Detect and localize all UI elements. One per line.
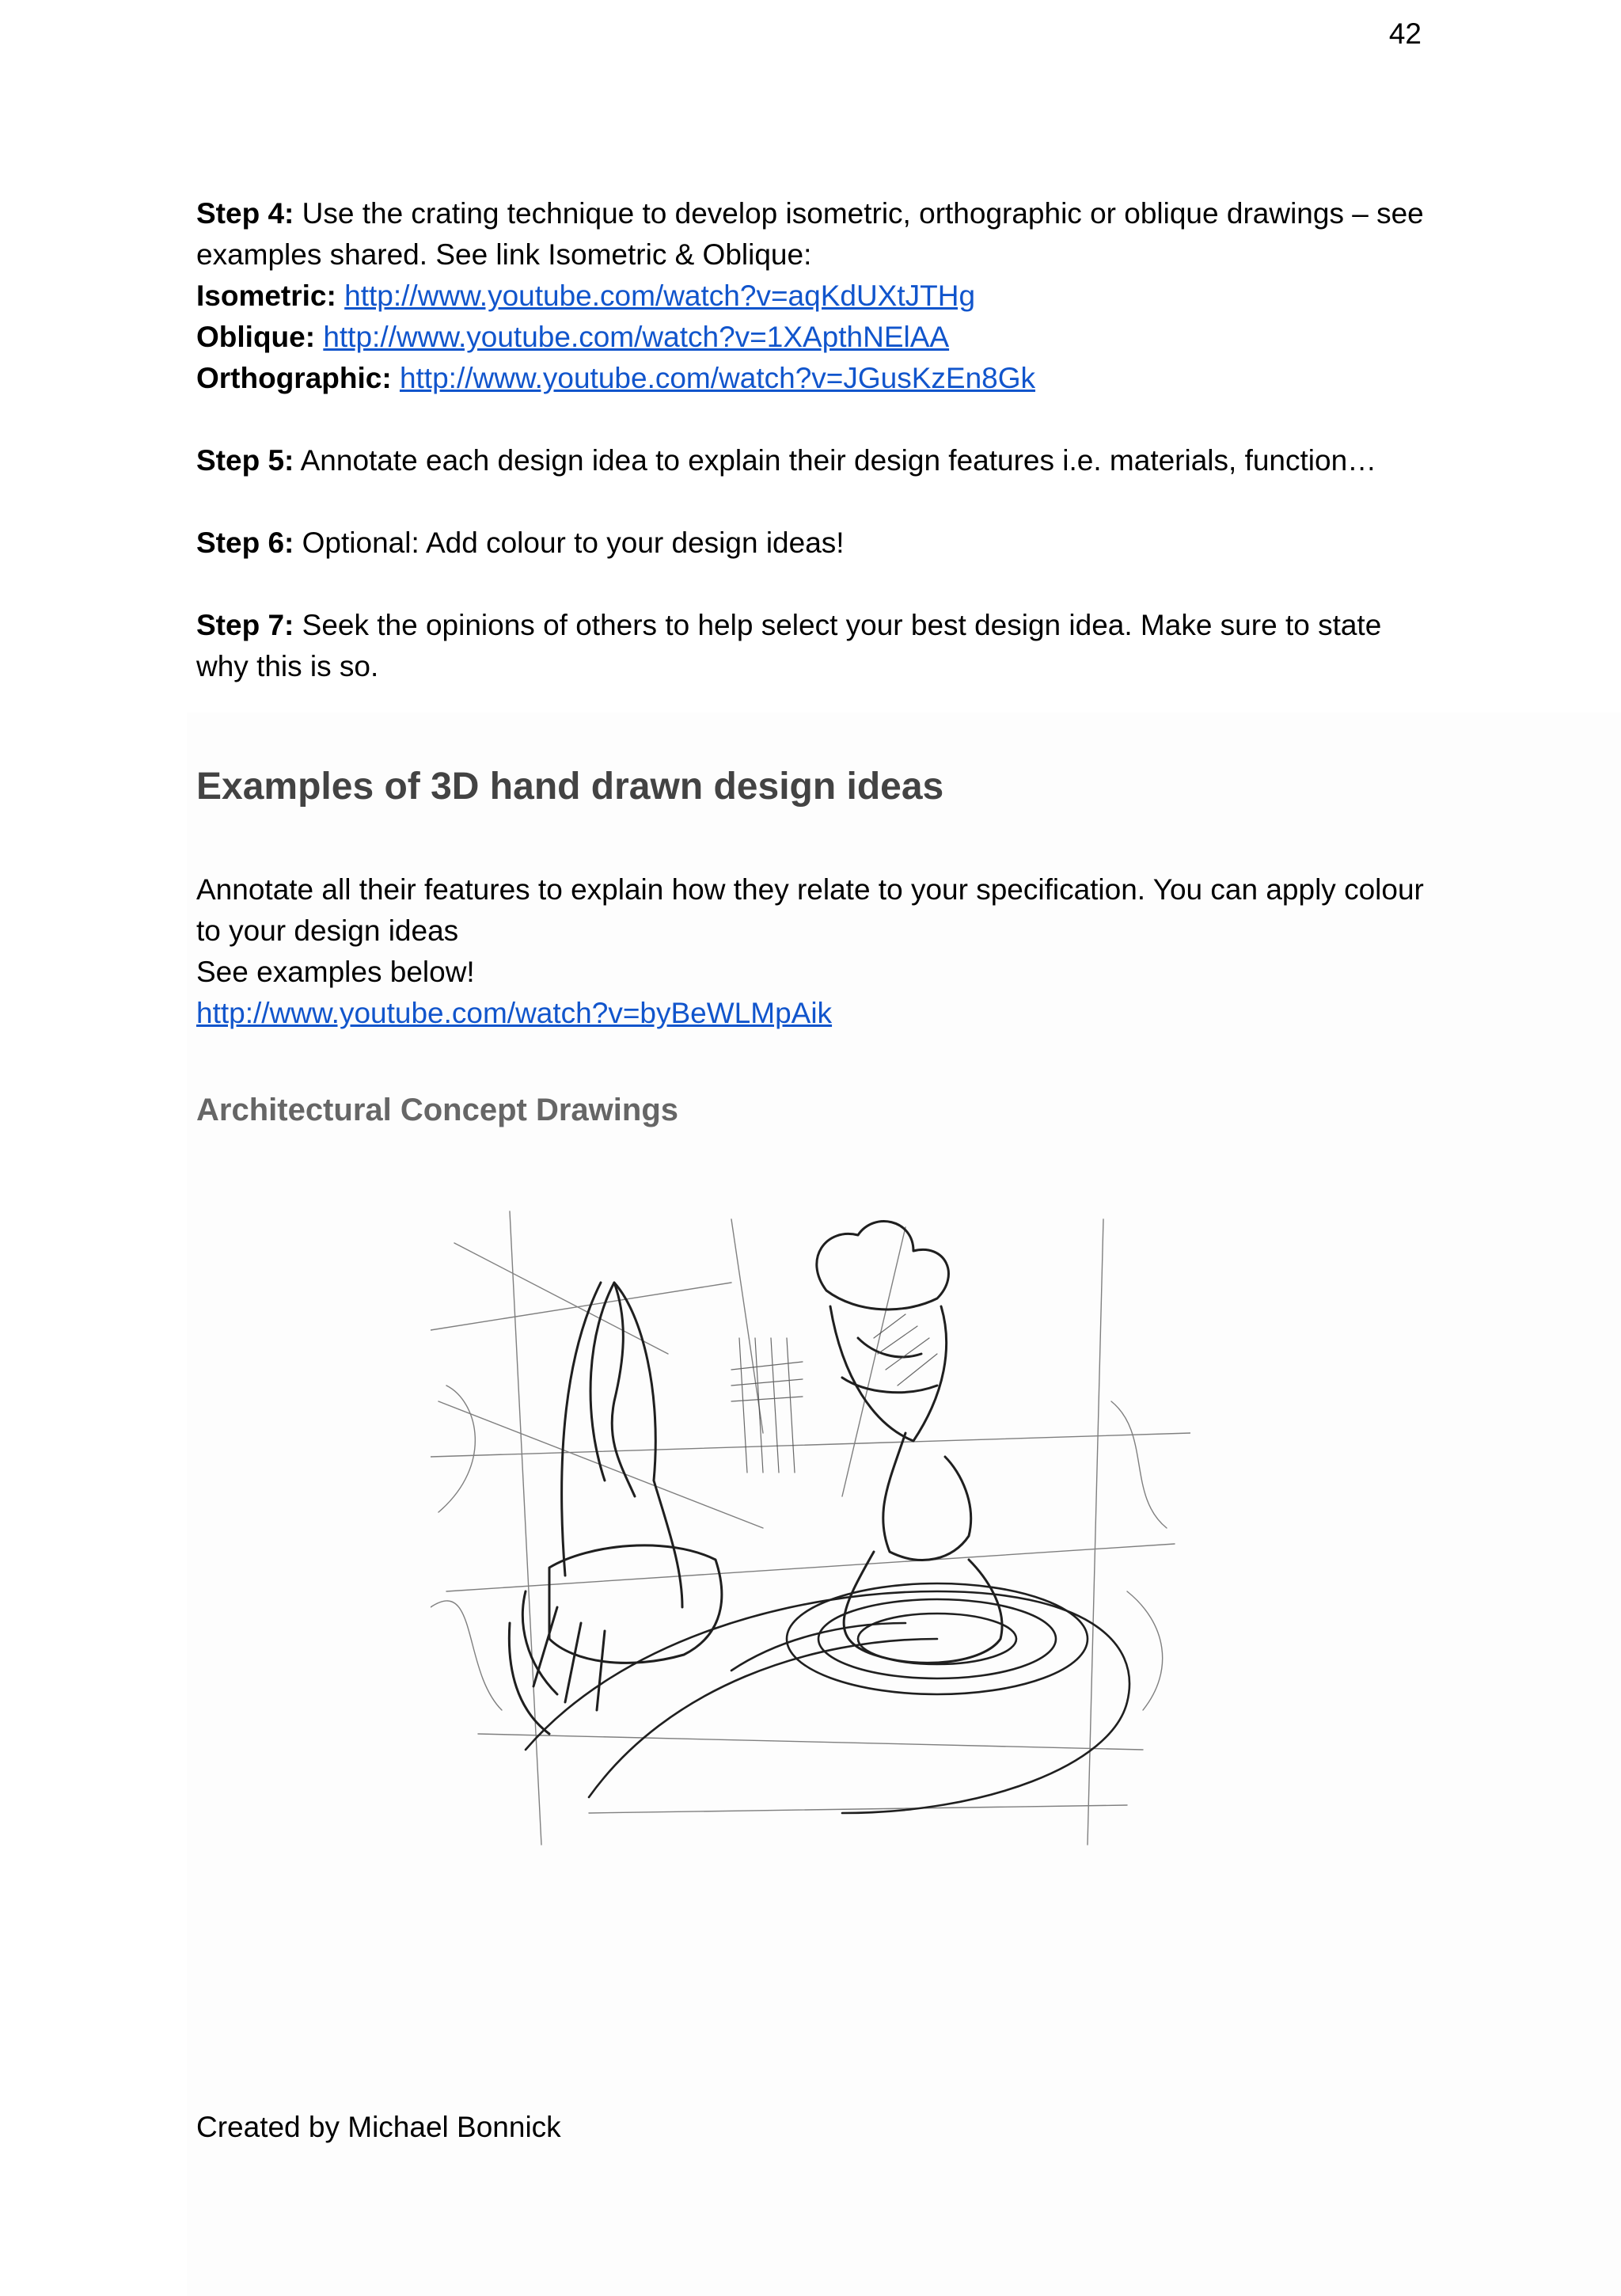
step-6-text: Optional: Add colour to your design ideas! [302,526,845,559]
step-6-paragraph [196,523,1431,564]
step-7-label: Step 7: [196,609,294,641]
oblique-label: Oblique: [196,321,316,353]
document-body [196,193,1431,1131]
step-5-text: Annotate each design idea to explain their design features i.e. materials, function… [300,444,1377,477]
oblique-link[interactable]: http://www.youtube.com/watch?v=1XApthNElAA [323,321,950,353]
sketch-left-tower [509,1283,722,1734]
architectural-concept-sketch [431,1196,1190,1853]
examples-heading: Examples of 3D hand drawn design ideas [196,766,944,808]
isometric-label: Isometric: [196,279,336,312]
step-7-text: Seek the opinions of others to help select your best design idea. Make sure to state why this is so. [196,609,1382,682]
orthographic-link[interactable]: http://www.youtube.com/watch?v=JGusKzEn8Gk [399,362,1036,394]
examples-intro: Annotate all their features to explain how they relate to your specification. You can apply colour to your design ideas [196,873,1424,947]
step-4-label: Step 4: [196,197,294,230]
step-4-paragraph [196,193,1431,276]
page-number: 42 [1388,17,1422,50]
isometric-link-line [196,276,1431,317]
oblique-link-line [196,317,1431,358]
step-6-label: Step 6: [196,526,294,559]
orthographic-label: Orthographic: [196,362,392,394]
step-4-text: Use the crating technique to develop isometric, orthographic or oblique drawings – see examples shared. See link Isometric & Oblique: [196,197,1424,271]
orthographic-link-line [196,358,1431,399]
isometric-link[interactable]: http://www.youtube.com/watch?v=aqKdUXtJTHg [344,279,976,312]
examples-link-line [196,993,1431,1034]
footer-credit: Created by Michael Bonnick [196,2111,561,2143]
sketch-hatching [731,1314,937,1473]
step-5-label: Step 5: [196,444,294,477]
step-5-paragraph [196,440,1431,481]
sketch-construction-lines [431,1211,1190,1845]
sketch-plaza-rings [526,1583,1129,1813]
examples-link[interactable]: http://www.youtube.com/watch?v=byBeWLMpAik [196,997,833,1029]
architectural-subheading: Architectural Concept Drawings [196,1093,679,1127]
step-7-paragraph [196,605,1431,687]
examples-see-below: See examples below! [196,956,475,988]
